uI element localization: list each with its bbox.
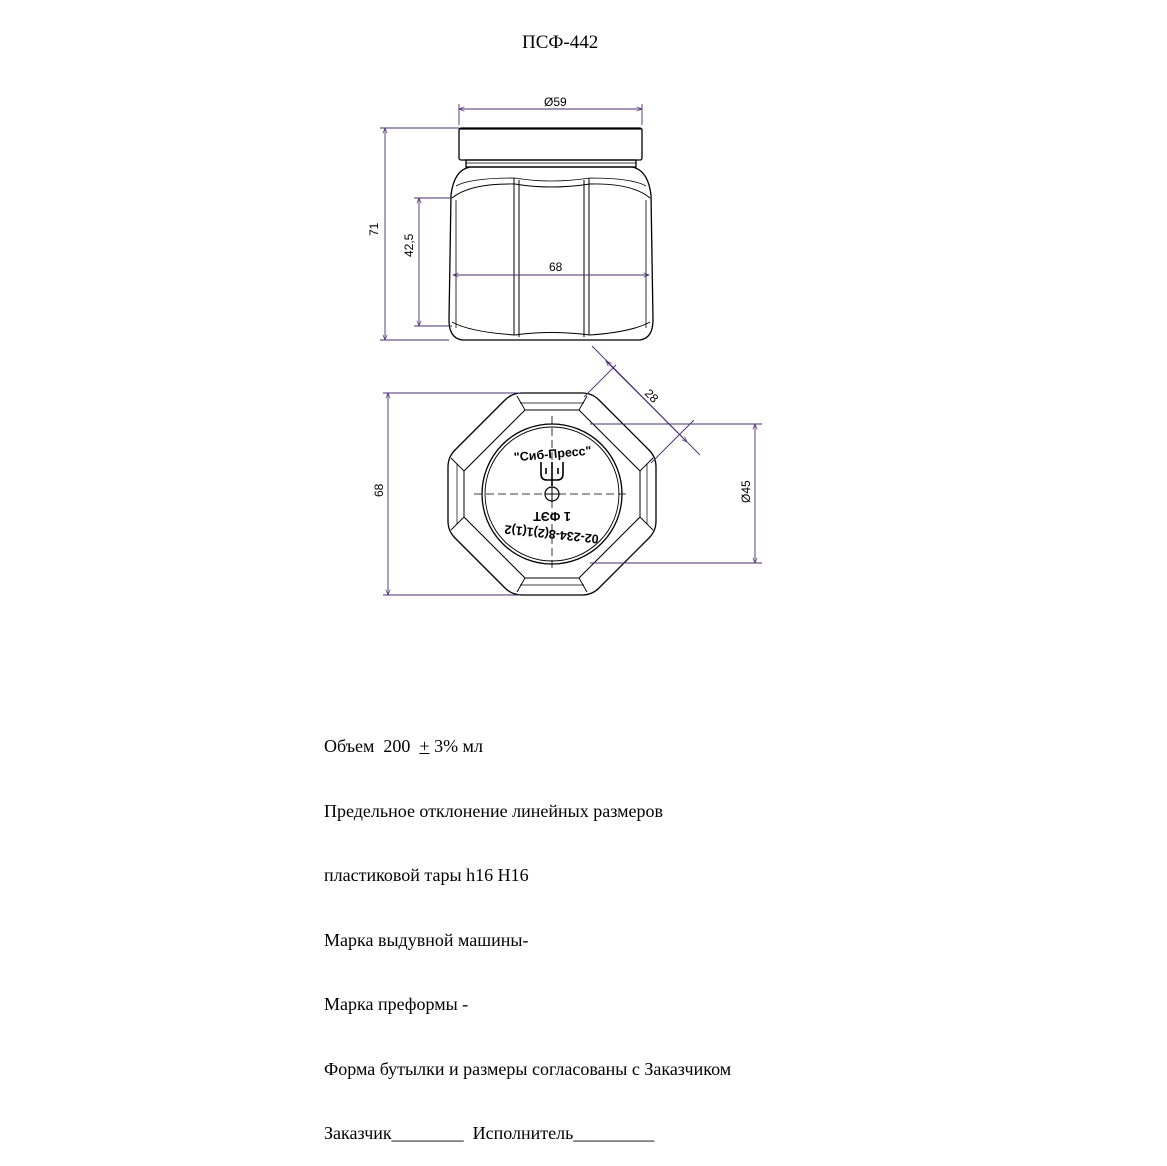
jar-cap (459, 128, 642, 160)
note-tolerance-class: пластиковой тары h16 H16 (324, 865, 529, 885)
note-blow-machine: Марка выдувной машины- (324, 929, 529, 950)
dim-height-total: 71 (367, 222, 381, 236)
stamp-code: 1 ФЭТ (533, 509, 571, 523)
stamp-maker: "Сиб-Пресс" (513, 443, 592, 465)
note-tolerance: Предельное отклонение линейных размеров (324, 800, 663, 821)
dim-height-label: 42,5 (402, 233, 416, 257)
note-preform: Марка преформы - (324, 994, 469, 1014)
jar-body (449, 167, 653, 340)
side-view (449, 128, 653, 340)
note-approval: Форма бутылки и размеры согласованы с Заказчиком (324, 1058, 732, 1079)
dim-face-width: 28 (641, 386, 662, 406)
note-signatures: Заказчик________ Исполнитель_________ (324, 1123, 655, 1143)
dim-cap-diameter: Ø59 (544, 95, 567, 109)
dim-body-width: 68 (549, 260, 563, 274)
specification-notes (324, 693, 731, 1166)
drawing-title: ПСФ-442 (522, 32, 599, 53)
jar-neck-ring (466, 160, 636, 167)
bottom-view-centerlines (474, 416, 630, 572)
plus-minus-sign: + (419, 736, 430, 756)
stamp-number: 02-234-8(2)1(1)2 (503, 522, 600, 546)
dim-bottom-diameter: Ø45 (739, 480, 753, 503)
dim-bottom-width: 68 (372, 483, 386, 497)
note-volume: Объем 200 + 3% мл (324, 736, 483, 756)
